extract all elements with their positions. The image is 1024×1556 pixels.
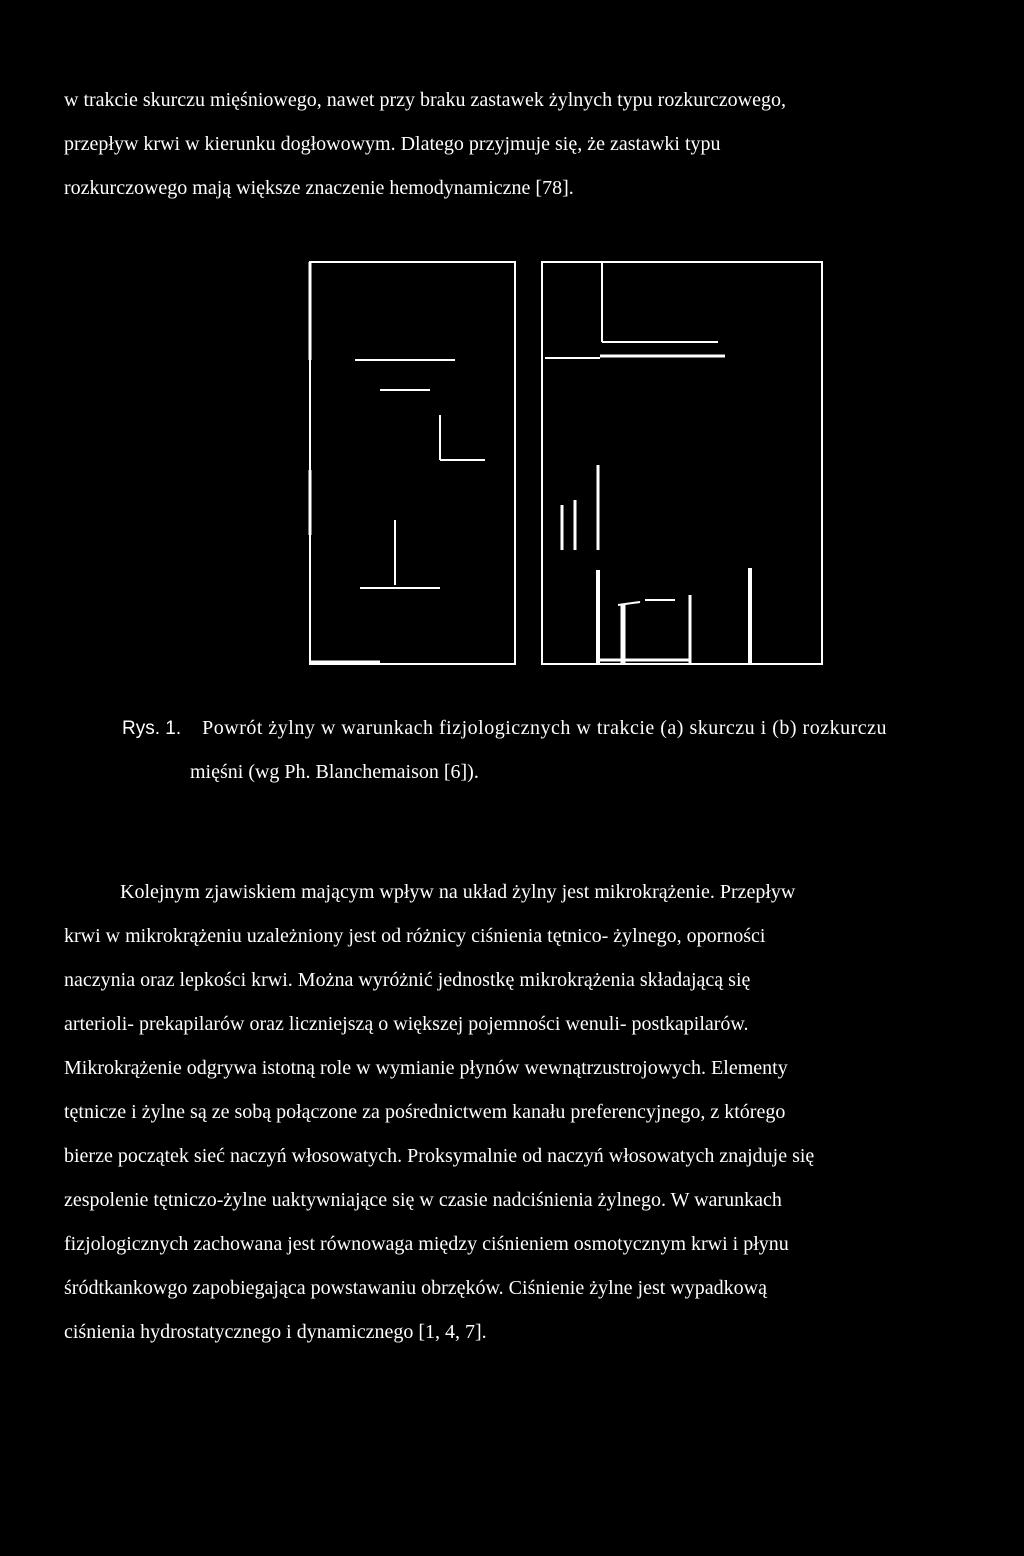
caption-line-2: mięśni (wg Ph. Blanchemaison [6]).: [190, 761, 479, 783]
panel-a-frame: [310, 262, 515, 664]
text-line: bierze początek sieć naczyń włosowatych. Proksymalnie od naczyń włosowatych znajduje się: [64, 1145, 815, 1167]
text-line: arterioli- prekapilarów oraz liczniejszą o większej pojemności wenuli- postkapilarów.: [64, 1013, 749, 1035]
panel-b: [542, 262, 822, 664]
caption-line-1: Powrót żylny w warunkach fizjologicznych w trakcie (a) skurczu i (b) rozkurczu: [202, 717, 887, 739]
panel-b-valve-line: [618, 602, 640, 605]
text-line: naczynia oraz lepkości krwi. Można wyróżnić jednostkę mikrokrążenia składającą się: [64, 969, 751, 991]
text-line: w trakcie skurczu mięśniowego, nawet przy braku zastawek żylnych typu rozkurczowego,: [64, 89, 786, 111]
text-line: zespolenie tętniczo-żylne uaktywniające się w czasie nadciśnienia żylnego. W warunkach: [64, 1189, 782, 1211]
text-line: fizjologicznych zachowana jest równowaga między ciśnieniem osmotycznym krwi i płynu: [64, 1233, 789, 1255]
panel-a: [310, 262, 515, 664]
text-line: Kolejnym zjawiskiem mającym wpływ na układ żylny jest mikrokrążenie. Przepływ: [120, 881, 796, 903]
text-line: Mikrokrążenie odgrywa istotną role w wymianie płynów wewnątrzustrojowych. Elementy: [64, 1057, 788, 1079]
text-line: tętnicze i żylne są ze sobą połączone za pośrednictwem kanału preferencyjnego, z którego: [64, 1101, 786, 1123]
panel-b-frame: [542, 262, 822, 664]
text-line: rozkurczowego mają większe znaczenie hemodynamiczne [78].: [64, 177, 574, 199]
text-line: przepływ krwi w kierunku dogłowowym. Dlatego przyjmuje się, że zastawki typu: [64, 133, 721, 155]
venous-return-figure: [300, 250, 830, 670]
text-line: śródtkankowgo zapobiegająca powstawaniu obrzęków. Ciśnienie żylne jest wypadkową: [64, 1277, 767, 1299]
figure-label: Rys. 1.: [122, 718, 182, 739]
text-line: ciśnienia hydrostatycznego i dynamicznego [1, 4, 7].: [64, 1321, 487, 1343]
text-line: krwi w mikrokrążeniu uzależniony jest od różnicy ciśnienia tętnico- żylnego, oporności: [64, 925, 766, 947]
